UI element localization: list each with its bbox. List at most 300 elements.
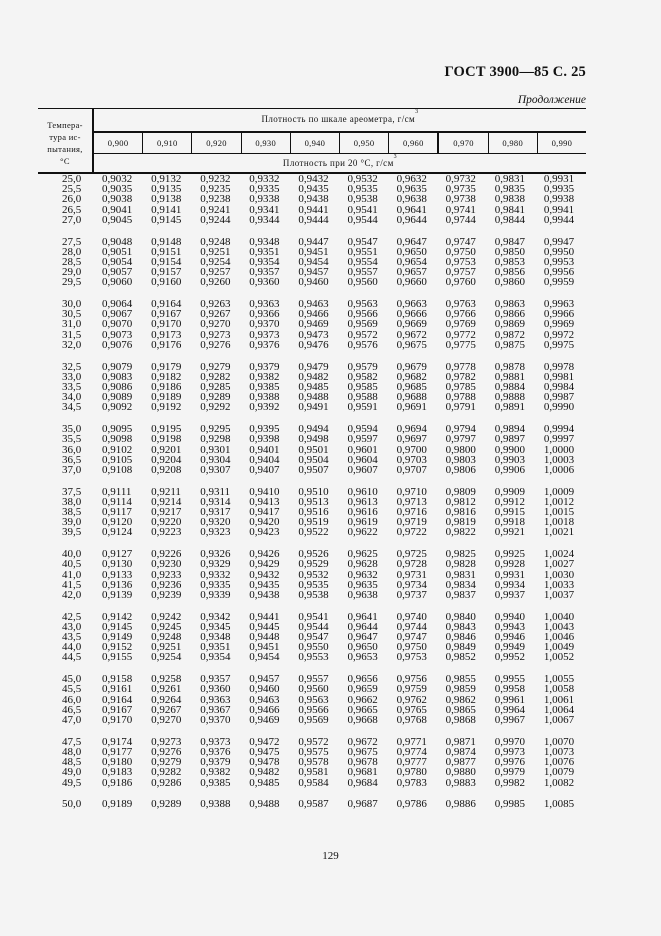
density-cell: 0,9641 (396, 203, 427, 216)
density-cell: 0,9937 (494, 588, 525, 601)
density-cell: 0,9298 (200, 433, 231, 446)
density-cell: 0,9279 (200, 360, 231, 373)
density-scale-header-text: Плотность по шкале ареометра, г/см (261, 114, 416, 124)
temperature-cell: 41,5 (62, 578, 82, 591)
temperature-cell: 34,5 (62, 401, 82, 414)
density-cell: 0,9866 (494, 308, 525, 321)
density-cell: 0,9204 (151, 453, 182, 466)
density-cell: 0,9395 (249, 423, 280, 436)
density-cell: 0,9460 (249, 683, 280, 696)
density-cell: 0,9217 (151, 506, 182, 519)
density-cell: 0,9666 (396, 308, 427, 321)
density-cell: 0,9407 (249, 463, 280, 476)
density-cell: 0,9869 (494, 318, 525, 331)
density-cell: 0,9267 (151, 703, 182, 716)
density-cell: 0,9320 (200, 516, 231, 529)
density-cell: 0,9850 (494, 245, 525, 258)
density-cell: 0,9684 (347, 776, 378, 789)
density-cell: 0,9669 (396, 318, 427, 331)
density-cell: 0,9379 (249, 360, 280, 373)
density-cell: 1,0009 (543, 485, 575, 498)
density-cell: 0,9079 (102, 360, 133, 373)
density-cell: 0,9563 (298, 693, 329, 706)
density-cell: 0,9878 (494, 360, 525, 373)
density-cell: 0,9167 (102, 703, 133, 716)
density-cell: 0,9519 (298, 516, 329, 529)
temperature-cell: 47,0 (62, 714, 82, 726)
density-cell: 0,9435 (249, 578, 280, 591)
density-cell: 0,9769 (445, 318, 476, 331)
temperature-cell: 48,0 (62, 745, 82, 758)
density-cell: 0,9516 (298, 506, 329, 519)
density-cell: 0,9270 (151, 714, 182, 726)
density-cell: 0,9348 (200, 631, 231, 644)
scale-value: 0,900 (94, 133, 143, 153)
temperature-cell: 50,0 (62, 798, 82, 811)
row-group (38, 362, 598, 413)
density-cell: 0,9668 (347, 714, 378, 726)
table-row (38, 767, 598, 777)
density-cell: 0,9138 (151, 193, 182, 206)
density-cell: 0,9526 (298, 548, 329, 561)
density-cell: 0,9940 (494, 610, 525, 623)
density-cell: 1,0021 (543, 526, 575, 539)
density-cell: 0,9946 (494, 631, 525, 644)
density-cell: 1,0018 (543, 516, 575, 529)
density-cell: 0,9102 (102, 443, 133, 456)
scale-value: 0,990 (551, 138, 573, 148)
density-cell: 0,9233 (151, 568, 182, 581)
density-cell: 0,9846 (445, 631, 476, 644)
density-cell: 0,9257 (200, 266, 231, 279)
density-cell: 0,9167 (151, 308, 182, 321)
density-cell: 0,9964 (494, 703, 525, 716)
density-cell: 0,9145 (151, 213, 182, 226)
density-cell: 0,9840 (445, 610, 476, 623)
density-cell: 0,9953 (543, 255, 575, 268)
density-cell: 0,9341 (249, 203, 280, 216)
density-cell: 0,9357 (200, 673, 231, 686)
density-cell: 0,9619 (347, 516, 378, 529)
density-cell: 0,9354 (200, 651, 231, 664)
density-cell: 0,9451 (249, 641, 280, 654)
temp-header-line-1: Темпера- (47, 119, 83, 130)
density-cell: 0,9831 (445, 568, 476, 581)
density-cell: 0,9214 (151, 495, 182, 508)
temperature-cell: 31,0 (62, 318, 82, 331)
density-cell: 0,9958 (494, 683, 525, 696)
temperature-cell: 33,0 (62, 370, 82, 383)
density-cell: 0,9482 (249, 766, 280, 779)
density-cell: 0,9982 (494, 776, 525, 789)
density-cell: 0,9401 (249, 443, 280, 456)
density-cell: 1,0046 (543, 631, 575, 644)
density-cell: 0,9731 (396, 568, 427, 581)
density-cell: 0,9756 (396, 673, 427, 686)
density-cell: 0,9750 (445, 245, 476, 258)
density-cell: 0,9587 (298, 798, 329, 811)
temperature-cell: 31,5 (62, 328, 82, 341)
density-cell: 0,9070 (102, 318, 133, 331)
density-cell: 0,9944 (543, 213, 575, 226)
density-cell: 1,0003 (543, 453, 575, 466)
density-cell: 0,9145 (102, 620, 133, 633)
density-cell: 0,9261 (151, 683, 182, 696)
density-cell: 0,9647 (347, 631, 378, 644)
density-cell: 0,9653 (347, 651, 378, 664)
density-cell: 0,9588 (347, 391, 378, 404)
density-cell: 0,9838 (494, 193, 525, 206)
density-cell: 0,9575 (298, 745, 329, 758)
table-header (38, 108, 586, 174)
density-cell: 0,9578 (298, 756, 329, 769)
density-cell: 0,9236 (151, 578, 182, 591)
density-cell: 1,0030 (543, 568, 575, 581)
temperature-cell: 30,5 (62, 308, 82, 321)
density-cell: 0,9054 (102, 255, 133, 268)
density-cell: 0,9488 (298, 391, 329, 404)
density-cell: 0,9635 (347, 578, 378, 591)
density-cell: 0,9747 (445, 235, 476, 248)
density-cell: 0,9164 (102, 693, 133, 706)
density-cell: 0,9124 (102, 526, 133, 539)
density-cell: 0,9569 (347, 318, 378, 331)
density-cell: 0,9803 (445, 453, 476, 466)
density-cell: 0,9501 (298, 443, 329, 456)
density-cell: 0,9987 (543, 391, 575, 404)
density-cell: 1,0024 (543, 548, 575, 561)
row-group (38, 612, 598, 663)
density-cell: 0,9314 (200, 495, 231, 508)
temperature-cell: 28,0 (62, 245, 82, 258)
density-cell: 0,9734 (396, 578, 427, 591)
density-cell: 0,9532 (298, 568, 329, 581)
density-cell: 0,9108 (102, 463, 133, 476)
density-cell: 0,9067 (102, 308, 133, 321)
density-cell: 0,9707 (396, 463, 427, 476)
density-cell: 0,9230 (151, 558, 182, 571)
temperature-cell: 40,0 (62, 548, 82, 561)
density-cell: 0,9665 (347, 703, 378, 716)
density-cell: 0,9189 (151, 391, 182, 404)
density-cell: 0,9544 (347, 213, 378, 226)
density-cell: 0,9111 (102, 485, 132, 498)
continuation-label: Продолжение (517, 94, 586, 106)
density-cell: 0,9979 (494, 766, 525, 779)
density-cell: 0,9985 (494, 798, 525, 811)
density-cell: 0,9610 (347, 485, 378, 498)
density-cell: 0,9997 (543, 433, 575, 446)
density-cell: 0,9622 (347, 526, 378, 539)
temperature-cell: 25,5 (62, 183, 82, 196)
density-cell: 0,9855 (445, 673, 476, 686)
density-cell: 0,9478 (249, 756, 280, 769)
density-cell: 0,9786 (396, 798, 427, 811)
density-cell: 0,9897 (494, 433, 525, 446)
density-cell: 0,9732 (445, 173, 476, 185)
density-cell: 0,9388 (249, 391, 280, 404)
temperature-cell: 39,0 (62, 516, 82, 529)
density-cell: 0,9591 (347, 401, 378, 414)
density-cell: 0,9192 (151, 401, 182, 414)
density-cell: 0,9713 (396, 495, 427, 508)
density-cell: 0,9547 (347, 235, 378, 248)
density-cell: 0,9376 (200, 745, 231, 758)
table-row (38, 652, 598, 662)
density-cell: 0,9663 (396, 298, 427, 311)
density-cell: 1,0082 (543, 776, 575, 789)
density-cell: 0,9760 (445, 276, 476, 289)
table-row (38, 434, 598, 444)
temperature-cell: 26,5 (62, 203, 82, 216)
scale-value: 0,930 (242, 133, 291, 153)
density-cell: 0,9351 (200, 641, 231, 654)
density-cell: 0,9338 (249, 193, 280, 206)
density-cell: 0,9560 (298, 683, 329, 696)
density-cell: 0,9883 (445, 776, 476, 789)
density-cell: 0,9632 (347, 568, 378, 581)
density-cell: 0,9581 (298, 766, 329, 779)
density-cell: 0,9345 (200, 620, 231, 633)
density-cell: 0,9547 (298, 631, 329, 644)
density-cell: 0,9976 (494, 756, 525, 769)
density-cell: 0,9569 (298, 714, 329, 726)
density-cell: 0,9164 (151, 298, 182, 311)
density-cell: 0,9311 (200, 485, 231, 498)
density-cell: 0,9538 (298, 588, 329, 601)
density-cell: 0,9186 (151, 380, 182, 393)
density-cell: 0,9967 (494, 714, 525, 726)
density-cell: 0,9264 (151, 693, 182, 706)
density-cell: 0,9909 (494, 485, 525, 498)
density-cell: 0,9466 (298, 308, 329, 321)
density-cell: 0,9541 (298, 610, 329, 623)
density-cell: 0,9775 (445, 338, 476, 351)
density-cell: 0,9955 (494, 673, 525, 686)
density-cell: 0,9485 (298, 380, 329, 393)
temp-header-line-4: °С (60, 155, 70, 166)
density-cell: 0,9550 (298, 641, 329, 654)
density-cell: 0,9404 (249, 453, 280, 466)
temperature-cell: 36,0 (62, 443, 82, 456)
density-cell: 0,9921 (494, 526, 525, 539)
density-cell: 0,9780 (396, 766, 427, 779)
scale-value: 0,950 (340, 133, 389, 153)
density-cell: 0,9038 (102, 193, 133, 206)
density-cell: 0,9130 (102, 558, 133, 571)
density-cell: 0,9286 (151, 776, 182, 789)
density-cell: 0,9675 (347, 745, 378, 758)
density-cell: 0,9984 (543, 380, 575, 393)
density-cell: 0,9594 (347, 423, 378, 436)
density-cell: 0,9949 (494, 641, 525, 654)
density-cell: 0,9432 (298, 173, 329, 185)
scale-value: 0,960 (389, 133, 439, 153)
density-cell: 0,9783 (396, 776, 427, 789)
density-cell: 0,9177 (102, 745, 133, 758)
density-cell: 0,9466 (249, 703, 280, 716)
density-cell: 0,9363 (249, 298, 280, 311)
density-cell: 0,9847 (494, 235, 525, 248)
density-cell: 0,9849 (445, 641, 476, 654)
density-cell: 0,9238 (200, 193, 231, 206)
density-cell: 0,9117 (102, 506, 132, 519)
density-cell: 0,9753 (445, 255, 476, 268)
density-cell: 0,9488 (249, 798, 280, 811)
density-20-header-sup: 3 (393, 154, 398, 160)
density-cell: 0,9155 (102, 651, 133, 664)
density-cell: 0,9354 (249, 255, 280, 268)
temperature-cell: 30,0 (62, 298, 82, 311)
density-cell: 0,9970 (494, 735, 525, 748)
density-cell: 0,9719 (396, 516, 427, 529)
density-cell: 0,9149 (102, 631, 133, 644)
density-cell: 1,0052 (543, 651, 575, 664)
density-cell: 0,9491 (298, 401, 329, 414)
density-cell: 0,9616 (347, 506, 378, 519)
density-cell: 0,9105 (102, 453, 133, 466)
density-cell: 0,9392 (249, 401, 280, 414)
density-cell: 0,9931 (543, 173, 575, 185)
density-cell: 0,9522 (298, 526, 329, 539)
density-cell: 1,0070 (543, 735, 575, 748)
density-cell: 0,9868 (445, 714, 476, 726)
density-cell: 0,9834 (445, 578, 476, 591)
density-cell: 0,9747 (396, 631, 427, 644)
density-20-header-text: Плотность при 20 °С, г/см (282, 158, 394, 168)
density-cell: 0,9413 (249, 495, 280, 508)
density-cell: 0,9304 (200, 453, 231, 466)
density-cell: 0,9791 (445, 401, 476, 414)
density-cell: 0,9064 (102, 298, 133, 311)
density-cell: 0,9295 (200, 423, 231, 436)
density-cell: 0,9844 (494, 213, 525, 226)
density-cell: 0,9638 (347, 588, 378, 601)
density-cell: 0,9504 (298, 453, 329, 466)
row-group (38, 487, 598, 538)
density-cell: 0,9482 (298, 370, 329, 383)
density-cell: 0,9928 (494, 558, 525, 571)
density-cell: 0,9675 (396, 338, 427, 351)
density-cell: 0,9768 (396, 714, 427, 726)
density-cell: 0,9884 (494, 380, 525, 393)
density-cell: 0,9226 (151, 548, 182, 561)
density-cell: 0,9682 (396, 370, 427, 383)
density-cell: 0,9183 (102, 766, 133, 779)
density-cell: 0,9725 (396, 548, 427, 561)
density-cell: 0,9485 (249, 776, 280, 789)
density-cell: 0,9032 (102, 173, 133, 185)
temperature-cell: 44,5 (62, 651, 82, 664)
temperature-cell: 39,5 (62, 526, 82, 539)
density-scale-header (94, 109, 586, 133)
density-cell: 0,9871 (445, 735, 476, 748)
density-cell: 0,9060 (102, 276, 133, 289)
density-cell: 0,9139 (102, 588, 133, 601)
density-cell: 0,9344 (249, 213, 280, 226)
density-cell: 0,9763 (445, 298, 476, 311)
density-cell: 0,9750 (396, 641, 427, 654)
density-cell: 0,9535 (298, 578, 329, 591)
density-cell: 1,0049 (543, 641, 575, 654)
density-cell: 0,9576 (347, 338, 378, 351)
density-cell: 0,9852 (445, 651, 476, 664)
density-cell: 0,9366 (249, 308, 280, 321)
density-cell: 0,9872 (494, 328, 525, 341)
temperature-cell: 48,5 (62, 756, 82, 769)
density-cell: 0,9886 (445, 798, 476, 811)
density-cell: 0,9382 (249, 370, 280, 383)
density-cell: 0,9513 (298, 495, 329, 508)
density-cell: 0,9472 (249, 735, 280, 748)
density-cell: 0,9279 (151, 756, 182, 769)
density-cell: 0,9831 (494, 173, 525, 185)
density-cell: 0,9267 (200, 308, 231, 321)
density-cell: 0,9241 (200, 203, 231, 216)
density-cell: 0,9282 (151, 766, 182, 779)
density-cell: 0,9959 (543, 276, 575, 289)
density-cell: 0,9186 (102, 776, 133, 789)
density-cell: 0,9170 (102, 714, 133, 726)
density-cell: 0,9463 (249, 693, 280, 706)
temperature-cell: 45,0 (62, 673, 82, 686)
density-cell: 0,9367 (200, 703, 231, 716)
density-cell: 0,9289 (151, 798, 182, 811)
density-cell: 1,0006 (543, 463, 575, 476)
density-cell: 0,9532 (347, 173, 378, 185)
density-cell: 1,0079 (543, 766, 575, 779)
temperature-cell: 45,5 (62, 683, 82, 696)
density-cell: 0,9273 (151, 735, 182, 748)
density-cell: 0,9800 (445, 443, 476, 456)
density-cell: 0,9644 (347, 620, 378, 633)
density-cell: 0,9744 (445, 213, 476, 226)
density-cell: 0,9426 (249, 548, 280, 561)
density-cell: 0,9151 (151, 245, 182, 258)
density-cell: 0,9809 (445, 485, 476, 498)
density-cell: 0,9469 (249, 714, 280, 726)
density-cell: 0,9981 (543, 370, 575, 383)
scale-value: 0,970 (439, 133, 488, 153)
density-cell: 0,9835 (494, 183, 525, 196)
density-cell: 1,0073 (543, 745, 575, 758)
density-cell: 0,9260 (200, 276, 231, 289)
density-cell: 0,9710 (396, 485, 427, 498)
density-cell: 0,9825 (445, 548, 476, 561)
density-cell: 0,9398 (249, 433, 280, 446)
temperature-cell: 27,0 (62, 213, 82, 226)
density-cell: 0,9376 (249, 338, 280, 351)
density-cell: 0,9778 (445, 360, 476, 373)
density-cell: 0,9557 (347, 266, 378, 279)
density-cell: 0,9837 (445, 588, 476, 601)
density-cell: 0,9435 (298, 183, 329, 196)
density-cell: 0,9258 (151, 673, 182, 686)
density-cell: 0,9963 (543, 298, 575, 311)
density-cell: 0,9551 (347, 245, 378, 258)
density-cell: 0,9035 (102, 183, 133, 196)
density-cell: 0,9557 (298, 673, 329, 686)
density-cell: 0,9859 (445, 683, 476, 696)
density-cell: 0,9351 (249, 245, 280, 258)
density-cell: 0,9685 (396, 380, 427, 393)
density-cell: 0,9613 (347, 495, 378, 508)
density-cell: 0,9757 (445, 266, 476, 279)
table-row (38, 277, 598, 287)
temperature-cell: 26,0 (62, 193, 82, 206)
density-cell: 0,9086 (102, 380, 133, 393)
density-cell: 0,9301 (200, 443, 231, 456)
